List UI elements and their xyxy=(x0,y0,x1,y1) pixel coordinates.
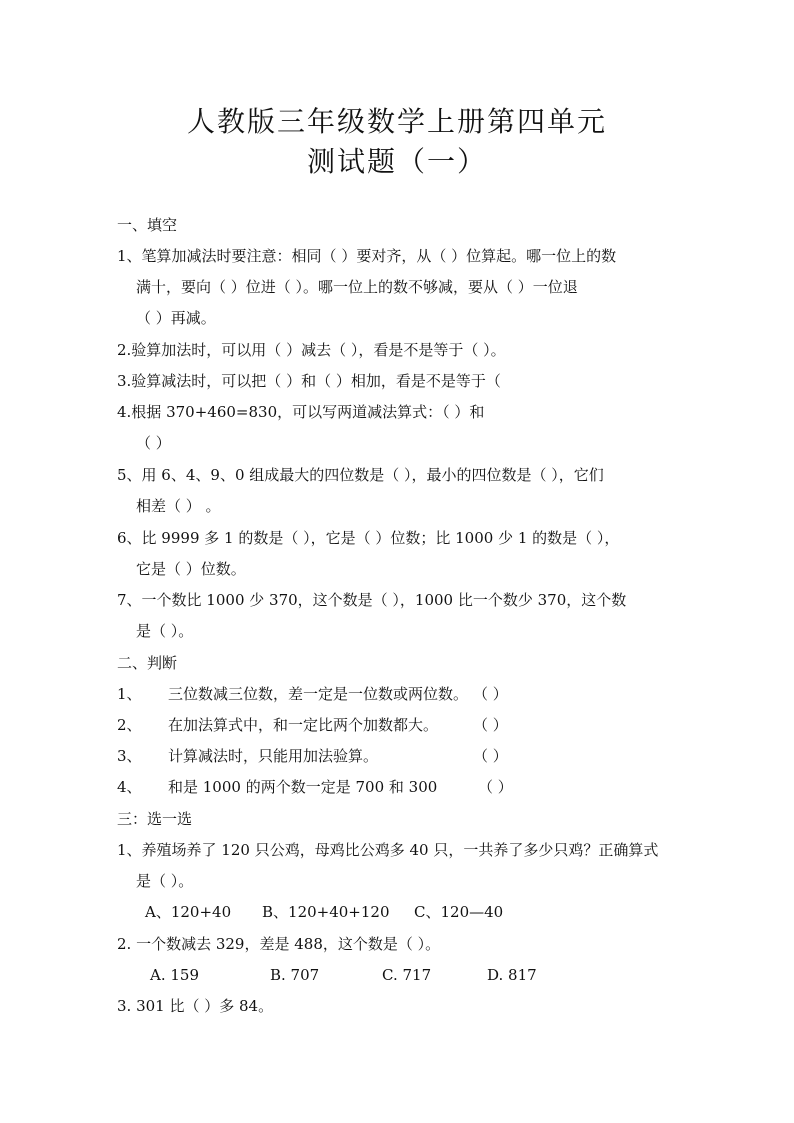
choice-option: B、120+40+120 xyxy=(262,903,390,921)
question-1-line-1: 1、笔算加减法时要注意：相同（ ）要对齐，从（ ）位算起。哪一位上的数 xyxy=(117,247,617,265)
section-fill-heading: 一、填空 xyxy=(117,216,178,234)
judge-item-text: 在加法算式中，和一定比两个加数都大。 xyxy=(168,716,439,734)
question-5-line-2: 相差（ ） 。 xyxy=(136,497,221,515)
question-3: 3.验算减法时，可以把（ ）和（ ）相加，看是不是等于（ xyxy=(117,372,501,390)
judge-item-number: 1、 xyxy=(117,685,142,703)
choice-option: C、120—40 xyxy=(414,903,504,921)
judge-item-text: 和是 1000 的两个数一定是 700 和 300 xyxy=(168,778,438,796)
section-choice-heading: 三：选一选 xyxy=(117,810,193,828)
question-7-line-2: 是（ ）。 xyxy=(136,622,194,640)
choice-question-3: 3. 301 比（ ）多 84。 xyxy=(117,997,274,1015)
section-judge-heading: 二、判断 xyxy=(117,654,178,672)
choice-option: A、120+40 xyxy=(145,903,232,921)
choice-option: B. 707 xyxy=(270,966,320,984)
judge-item-number: 4、 xyxy=(117,778,142,796)
question-6-line-1: 6、比 9999 多 1 的数是（ ），它是（ ）位数；比 1000 少 1 的数是（ ）， xyxy=(117,529,620,547)
judge-item-blank: （ ） xyxy=(478,778,513,796)
document-title: 人教版三年级数学上册第四单元 xyxy=(186,105,607,138)
choice-question-1-line-2: 是（ ）。 xyxy=(136,872,194,890)
judge-item-blank: （ ） xyxy=(473,685,508,703)
choice-question-1-line-1: 1、养殖场养了 120 只公鸡，母鸡比公鸡多 40 只，一共养了多少只鸡？正确算式 xyxy=(117,841,659,859)
question-1-line-3: （ ）再减。 xyxy=(136,309,216,327)
judge-item-number: 3、 xyxy=(117,747,142,765)
judge-item-number: 2、 xyxy=(117,716,142,734)
choice-option: C. 717 xyxy=(382,966,432,984)
judge-item-blank: （ ） xyxy=(473,747,508,765)
choice-option: D. 817 xyxy=(487,966,537,984)
question-4-line-1: 4.根据 370+460=830，可以写两道减法算式：（ ）和 xyxy=(117,403,485,421)
question-5-line-1: 5、用 6、4、9、0 组成最大的四位数是（ ），最小的四位数是（ ），它们 xyxy=(117,466,604,484)
question-6-line-2: 它是（ ）位数。 xyxy=(136,560,246,578)
judge-item-text: 计算减法时，只能用加法验算。 xyxy=(168,747,379,765)
choice-question-2: 2. 一个数减去 329，差是 488，这个数是（ ）。 xyxy=(117,935,441,953)
judge-item-blank: （ ） xyxy=(473,716,508,734)
question-1-line-2: 满十，要向（ ）位进（ ）。哪一位上的数不够减，要从（ ）一位退 xyxy=(136,278,578,296)
document-subtitle: 测试题（一） xyxy=(306,145,487,178)
question-2: 2.验算加法时，可以用（ ）减去（ ），看是不是等于（ ）。 xyxy=(117,341,506,359)
question-4-line-2: （ ） xyxy=(136,434,171,452)
choice-option: A. 159 xyxy=(150,966,199,984)
question-7-line-1: 7、一个数比 1000 少 370，这个数是（ ），1000 比一个数少 370，这个数 xyxy=(117,591,627,609)
judge-item-text: 三位数减三位数，差一定是一位数或两位数。 xyxy=(168,685,469,703)
